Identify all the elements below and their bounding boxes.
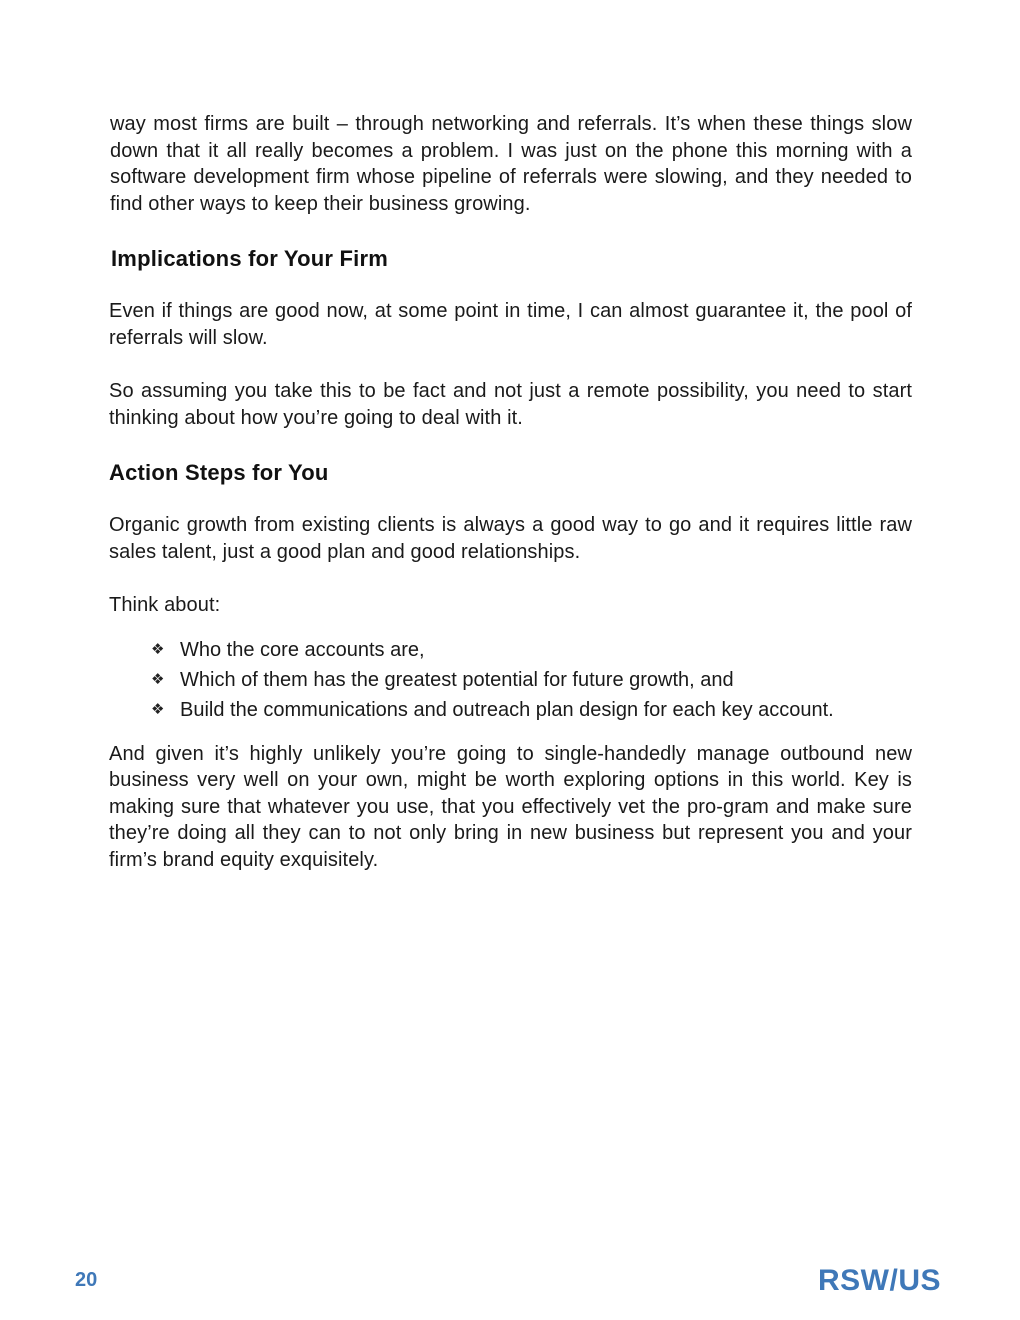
list-item — [151, 635, 912, 665]
brand-logo: RSW/US — [818, 1264, 941, 1297]
list-item-text: Build the communications and outreach plan design for each key account. — [180, 698, 834, 721]
list-item — [151, 695, 912, 725]
list-item-text: Which of them has the greatest potential for future growth, and — [180, 668, 734, 691]
section-heading-action-steps: Action Steps for You — [109, 460, 329, 485]
paragraph: Organic growth from existing clients is always a good way to go and it requires little raw sales talent, just a good plan and good relationships. — [109, 514, 912, 563]
list-item-text: Who the core accounts are, — [180, 638, 425, 661]
paragraph: Think about: — [109, 594, 221, 616]
list-item — [151, 665, 912, 695]
closing-paragraph: And given it’s highly unlikely you’re going to single-handedly manage outbound new business very well on your own, might be worth exploring options in this world. Key is making sure that whatever you use, that you effectively vet the pro-gram and make sure they’re doing all they can to not only bring in new business but represent you and your firm’s brand equity exquisitely. — [109, 742, 912, 871]
diamond-bullet-icon: ❖ — [151, 700, 165, 718]
page-number: 20 — [75, 1269, 98, 1291]
diamond-bullet-icon: ❖ — [151, 670, 165, 688]
diamond-bullet-icon: ❖ — [151, 640, 165, 658]
section-heading-implications: Implications for Your Firm — [111, 246, 388, 271]
page-content — [109, 111, 912, 873]
paragraph: So assuming you take this to be fact and not just a remote possibility, you need to start thinking about how you’re going to deal with it. — [109, 380, 912, 429]
bullet-list — [109, 635, 912, 725]
intro-paragraph: way most firms are built – through networking and referrals. It’s when these things slow down that it all really becomes a problem. I was just on the phone this morning with a software development firm whose pipeline of referrals were slowing, and they needed to find other ways to keep their business growing. — [110, 113, 912, 215]
paragraph: Even if things are good now, at some point in time, I can almost guarantee it, the pool of referrals will slow. — [109, 300, 912, 349]
